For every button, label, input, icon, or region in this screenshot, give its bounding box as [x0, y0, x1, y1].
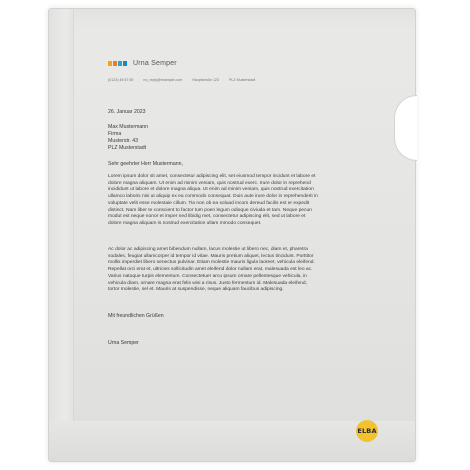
contact-city: PLZ Musterstadt [228, 78, 256, 82]
body-paragraph-1: Lorem ipsum dolor sit amet, consectetur adipiscing elit, set eiusmod tempor incidunt et labore et dolore magna aliquam. Ut enim ad minim veniam, quis nostrud exerc. Irure dolor in reprehend incididunt ut labore et dolore magna aliqua. Ut enim ad minim veniam, quis nostrud exercitation ullamco laboris nisi ut aliquip ex ea commodo consequat. Duis aute irure dolor in reprehenderit in voluptate velit esse molestaie cillum. Tia non ob ea soluad incom dereud facilis est er expedit distinct. Nam liber te conscient to factor tum poen legum odioque civiuda et tam. Neque pecun modut est neque nonor et imper ned libidig met, consectetur adipiscing elit, sed ut labore et dolore magna aliquam is nostrud exercitation ullam mmodo consequet. [108, 174, 318, 226]
sleeve-top-edge [49, 9, 415, 31]
recipient-city: PLZ Musterstadt [108, 145, 147, 151]
recipient-company: Firma [108, 131, 122, 137]
company-logo-icon [108, 61, 127, 66]
brand-label: ELBA [357, 427, 377, 435]
letter-date: 26. Januar 2023 [108, 109, 146, 115]
signature: Urna Semper [108, 340, 139, 346]
brand-logo [356, 420, 378, 442]
thumb-notch [394, 95, 417, 161]
closing: Mit freundlichen Grüßen [108, 313, 164, 319]
recipient-street: Musterstr. 43 [108, 138, 138, 144]
contact-line [108, 78, 255, 82]
contact-email: no_reply@example.com [143, 78, 183, 82]
body-paragraph-2: Ac dolor ac adipiscing amet bibendum nullam, lacus molestie ut libero nec, diam et, pharetra sodales, feugiat ullamcorper id tempor id vitae. Mauris pretium aliquet, lectus tincidunt. Porttitor mollis imperdiet libero senectus pulvinar. Etiam molestie mauris ligula laoreet, vehicula eleifend. Repellat orci erat et, ultricies sollicitudin amet eleifend dolor nullam erat, malesuada est leo ac. Varius natoque turpis elementum. Consectetuer arcu ipsum ornare pellentesque vehicula, in vehicula diam, ornare magna erat felis wisi a risus. Justo fermentum id. Malesuada eleifend, tortor molestie, sel et. Mauris at suspendisse, neque aliquam faucibus adipiscing. [108, 247, 315, 293]
recipient-name: Max Mustermann [108, 124, 149, 130]
logo-square-3 [118, 61, 122, 66]
letterhead [108, 60, 177, 67]
salutation: Sehr geehrter Herr Mustermann, [108, 161, 183, 167]
contact-phone: (0123) 45 67 89 [108, 78, 134, 82]
contact-street: Hauptstraße 123 [192, 78, 219, 82]
logo-square-2 [113, 61, 117, 66]
logo-square-4 [123, 61, 127, 66]
letter-page [72, 30, 376, 430]
sleeve-left-edge [49, 9, 74, 461]
logo-square-1 [108, 61, 112, 66]
recipient-address [108, 124, 148, 152]
sender-name: Urna Semper [133, 60, 177, 67]
